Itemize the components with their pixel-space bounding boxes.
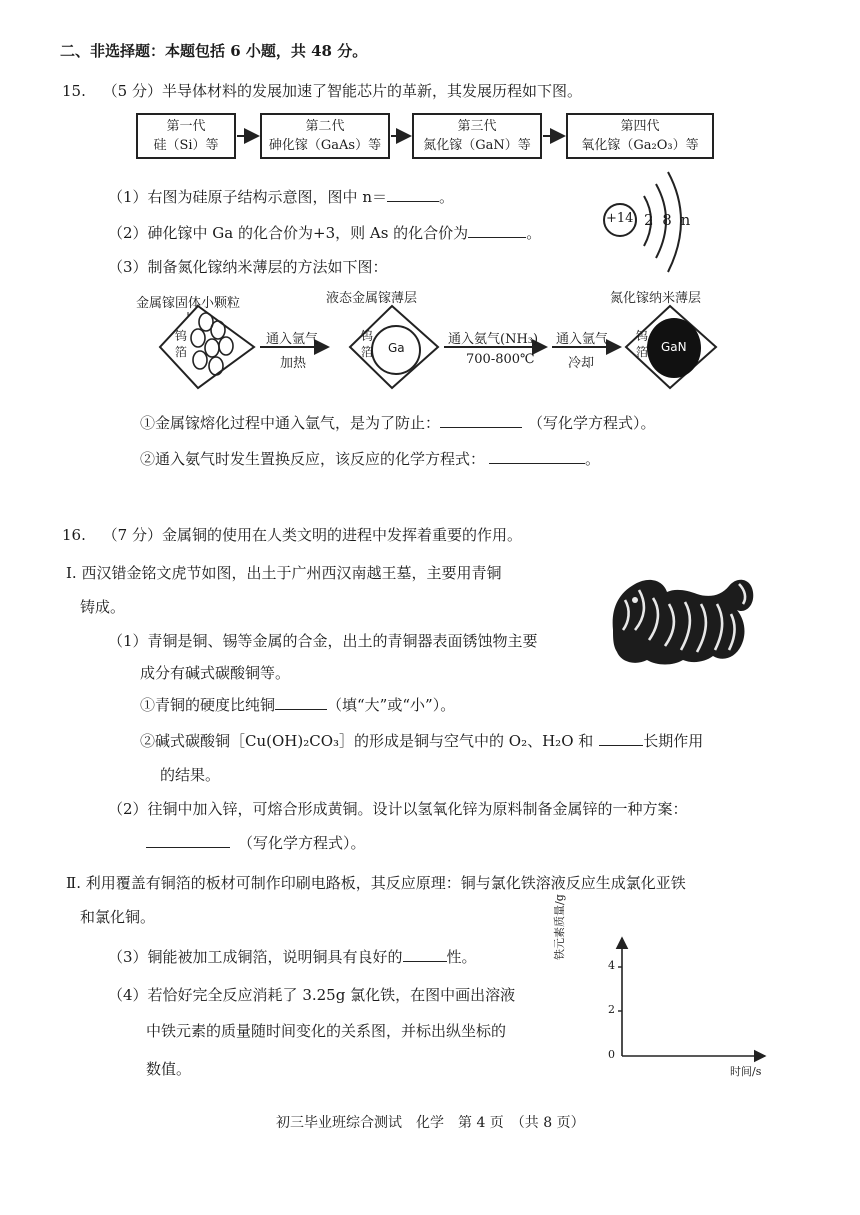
x-axis-label: 时间/s	[730, 1065, 762, 1078]
q16-part4-line1: （4）若恰好完全反应消耗了 3.25g 氯化铁，在图中画出溶液	[108, 986, 516, 1004]
generation-material: 氧化镓（Ga₂O₃）等	[581, 138, 699, 153]
y-tick-label-4: 4	[608, 959, 615, 972]
q15-number: 15.	[62, 82, 86, 100]
q16-partII-line2: 和氯化铜。	[80, 908, 156, 926]
arrow2-top-label: 通入氨气(NH₃)	[448, 332, 539, 347]
process-diagram	[0, 290, 860, 410]
answer-blank[interactable]	[403, 947, 447, 962]
answer-graph[interactable]	[575, 930, 775, 1080]
q16-number: 16.	[62, 526, 86, 544]
foil-label-a-2: 钨	[361, 329, 374, 343]
q15-part1: （1）右图为硅原子结构示意图，图中 n＝ 。	[108, 188, 454, 206]
generation-title: 第二代	[305, 119, 345, 134]
nucleus-charge: +14	[606, 211, 634, 226]
q15-sub1: ①金属镓熔化过程中通入氩气，是为了防止： （写化学方程式）。	[140, 414, 656, 432]
generation-arrows	[0, 0, 860, 200]
page-footer: 初三毕业班综合测试 化学 第 4 页 （共 8 页）	[276, 1115, 585, 1131]
arrow3-bottom-label: 冷却	[568, 356, 595, 371]
q16-part1b: ②碱式碳酸铜［Cu(OH)₂CO₃］的形成是铜与空气中的 O₂、H₂O 和 长期作用	[140, 732, 704, 750]
foil-label-b-2: 箔	[361, 345, 374, 359]
label-gallium-solid: 金属镓固体小颗粒	[136, 296, 241, 311]
foil-label-b-1: 箔	[175, 345, 188, 359]
gan-symbol: GaN	[661, 340, 687, 354]
q16-part2-line2: （写化学方程式）。	[146, 832, 366, 853]
y-tick-label-2: 2	[608, 1003, 615, 1016]
q16-part4-line3: 数值。	[146, 1060, 192, 1078]
q16-stem-line	[62, 524, 522, 545]
arrow2-bottom-label: 700-800℃	[466, 352, 535, 367]
section-header: 二、非选择题：本题包括 6 小题，共 48 分。	[60, 42, 368, 60]
label-gan-layer: 氮化镓纳米薄层	[610, 291, 702, 306]
arrow1-top-label: 通入氩气	[266, 332, 319, 347]
answer-blank[interactable]	[275, 695, 327, 710]
q15-part3: （3）制备氮化镓纳米薄层的方法如下图：	[108, 258, 388, 276]
q15-part2: （2）砷化镓中 Ga 的化合价为+3，则 As 的化合价为 。	[108, 224, 542, 242]
generation-title: 第四代	[620, 119, 660, 134]
answer-blank[interactable]	[387, 187, 439, 202]
q16-part1-line1: （1）青铜是铜、锡等金属的合金，出土的青铜器表面锈蚀物主要	[108, 632, 538, 650]
generation-title: 第三代	[457, 119, 497, 134]
q16-part4-line2: 中铁元素的质量随时间变化的关系图，并标出纵坐标的	[146, 1022, 507, 1040]
answer-blank[interactable]	[468, 223, 526, 238]
q16-part1a: ①青铜的硬度比纯铜 （填“大”或“小”）。	[140, 696, 456, 714]
gallium-particles	[191, 313, 233, 375]
answer-blank[interactable]	[440, 413, 522, 428]
generation-material: 硅（Si）等	[153, 138, 219, 153]
tiger-tally-image	[605, 570, 765, 670]
arrow3-top-label: 通入氩气	[556, 332, 609, 347]
q16-stem: 金属铜的使用在人类文明的进程中发挥着重要的作用。	[161, 526, 522, 544]
answer-blank[interactable]	[599, 731, 643, 746]
q16-partI-line2: 铸成。	[80, 598, 126, 616]
q15-stem: 半导体材料的发展加速了智能芯片的革新，其发展历程如下图。	[161, 82, 582, 100]
q16-partI-line1: Ⅰ. 西汉错金铭文虎节如图，出土于广州西汉南越王墓，主要用青铜	[66, 564, 502, 582]
q15-points: （5 分）	[102, 82, 162, 100]
label-liquid-gallium: 液态金属镓薄层	[326, 291, 418, 306]
q16-part3: （3）铜能被加工成铜箔，说明铜具有良好的 性。	[108, 948, 477, 966]
q16-part1b-line2: 的结果。	[160, 766, 221, 784]
electron-counts: 2 8 n	[644, 211, 693, 229]
q16-part2: （2）往铜中加入锌，可熔合形成黄铜。设计以氢氧化锌为原料制备金属锌的一种方案：	[108, 800, 688, 818]
ga-symbol: Ga	[388, 341, 405, 355]
generation-title: 第一代	[166, 119, 206, 134]
generation-material: 氮化镓（GaN）等	[423, 138, 531, 153]
answer-blank[interactable]	[146, 833, 230, 848]
foil-label-a-1: 钨	[175, 329, 188, 343]
y-tick-label-0: 0	[608, 1048, 615, 1061]
q16-part1-line2: 成分有碱式碳酸铜等。	[140, 664, 291, 682]
answer-blank[interactable]	[489, 449, 585, 464]
generation-material: 砷化镓（GaAs）等	[268, 138, 382, 153]
q16-points: （7 分）	[102, 526, 162, 544]
q15-sub2: ②通入氨气时发生置换反应，该反应的化学方程式： 。	[140, 450, 601, 468]
q16-partII-line1: Ⅱ. 利用覆盖有铜箔的板材可制作印刷电路板，其反应原理：铜与氯化铁溶液反应生成氯化亚铁	[66, 874, 686, 892]
foil-label-b-3: 箔	[636, 345, 649, 359]
foil-label-a-3: 钨	[636, 329, 649, 343]
arrow1-bottom-label: 加热	[280, 356, 307, 371]
y-axis-label: 铁元素质量/g	[553, 894, 566, 960]
